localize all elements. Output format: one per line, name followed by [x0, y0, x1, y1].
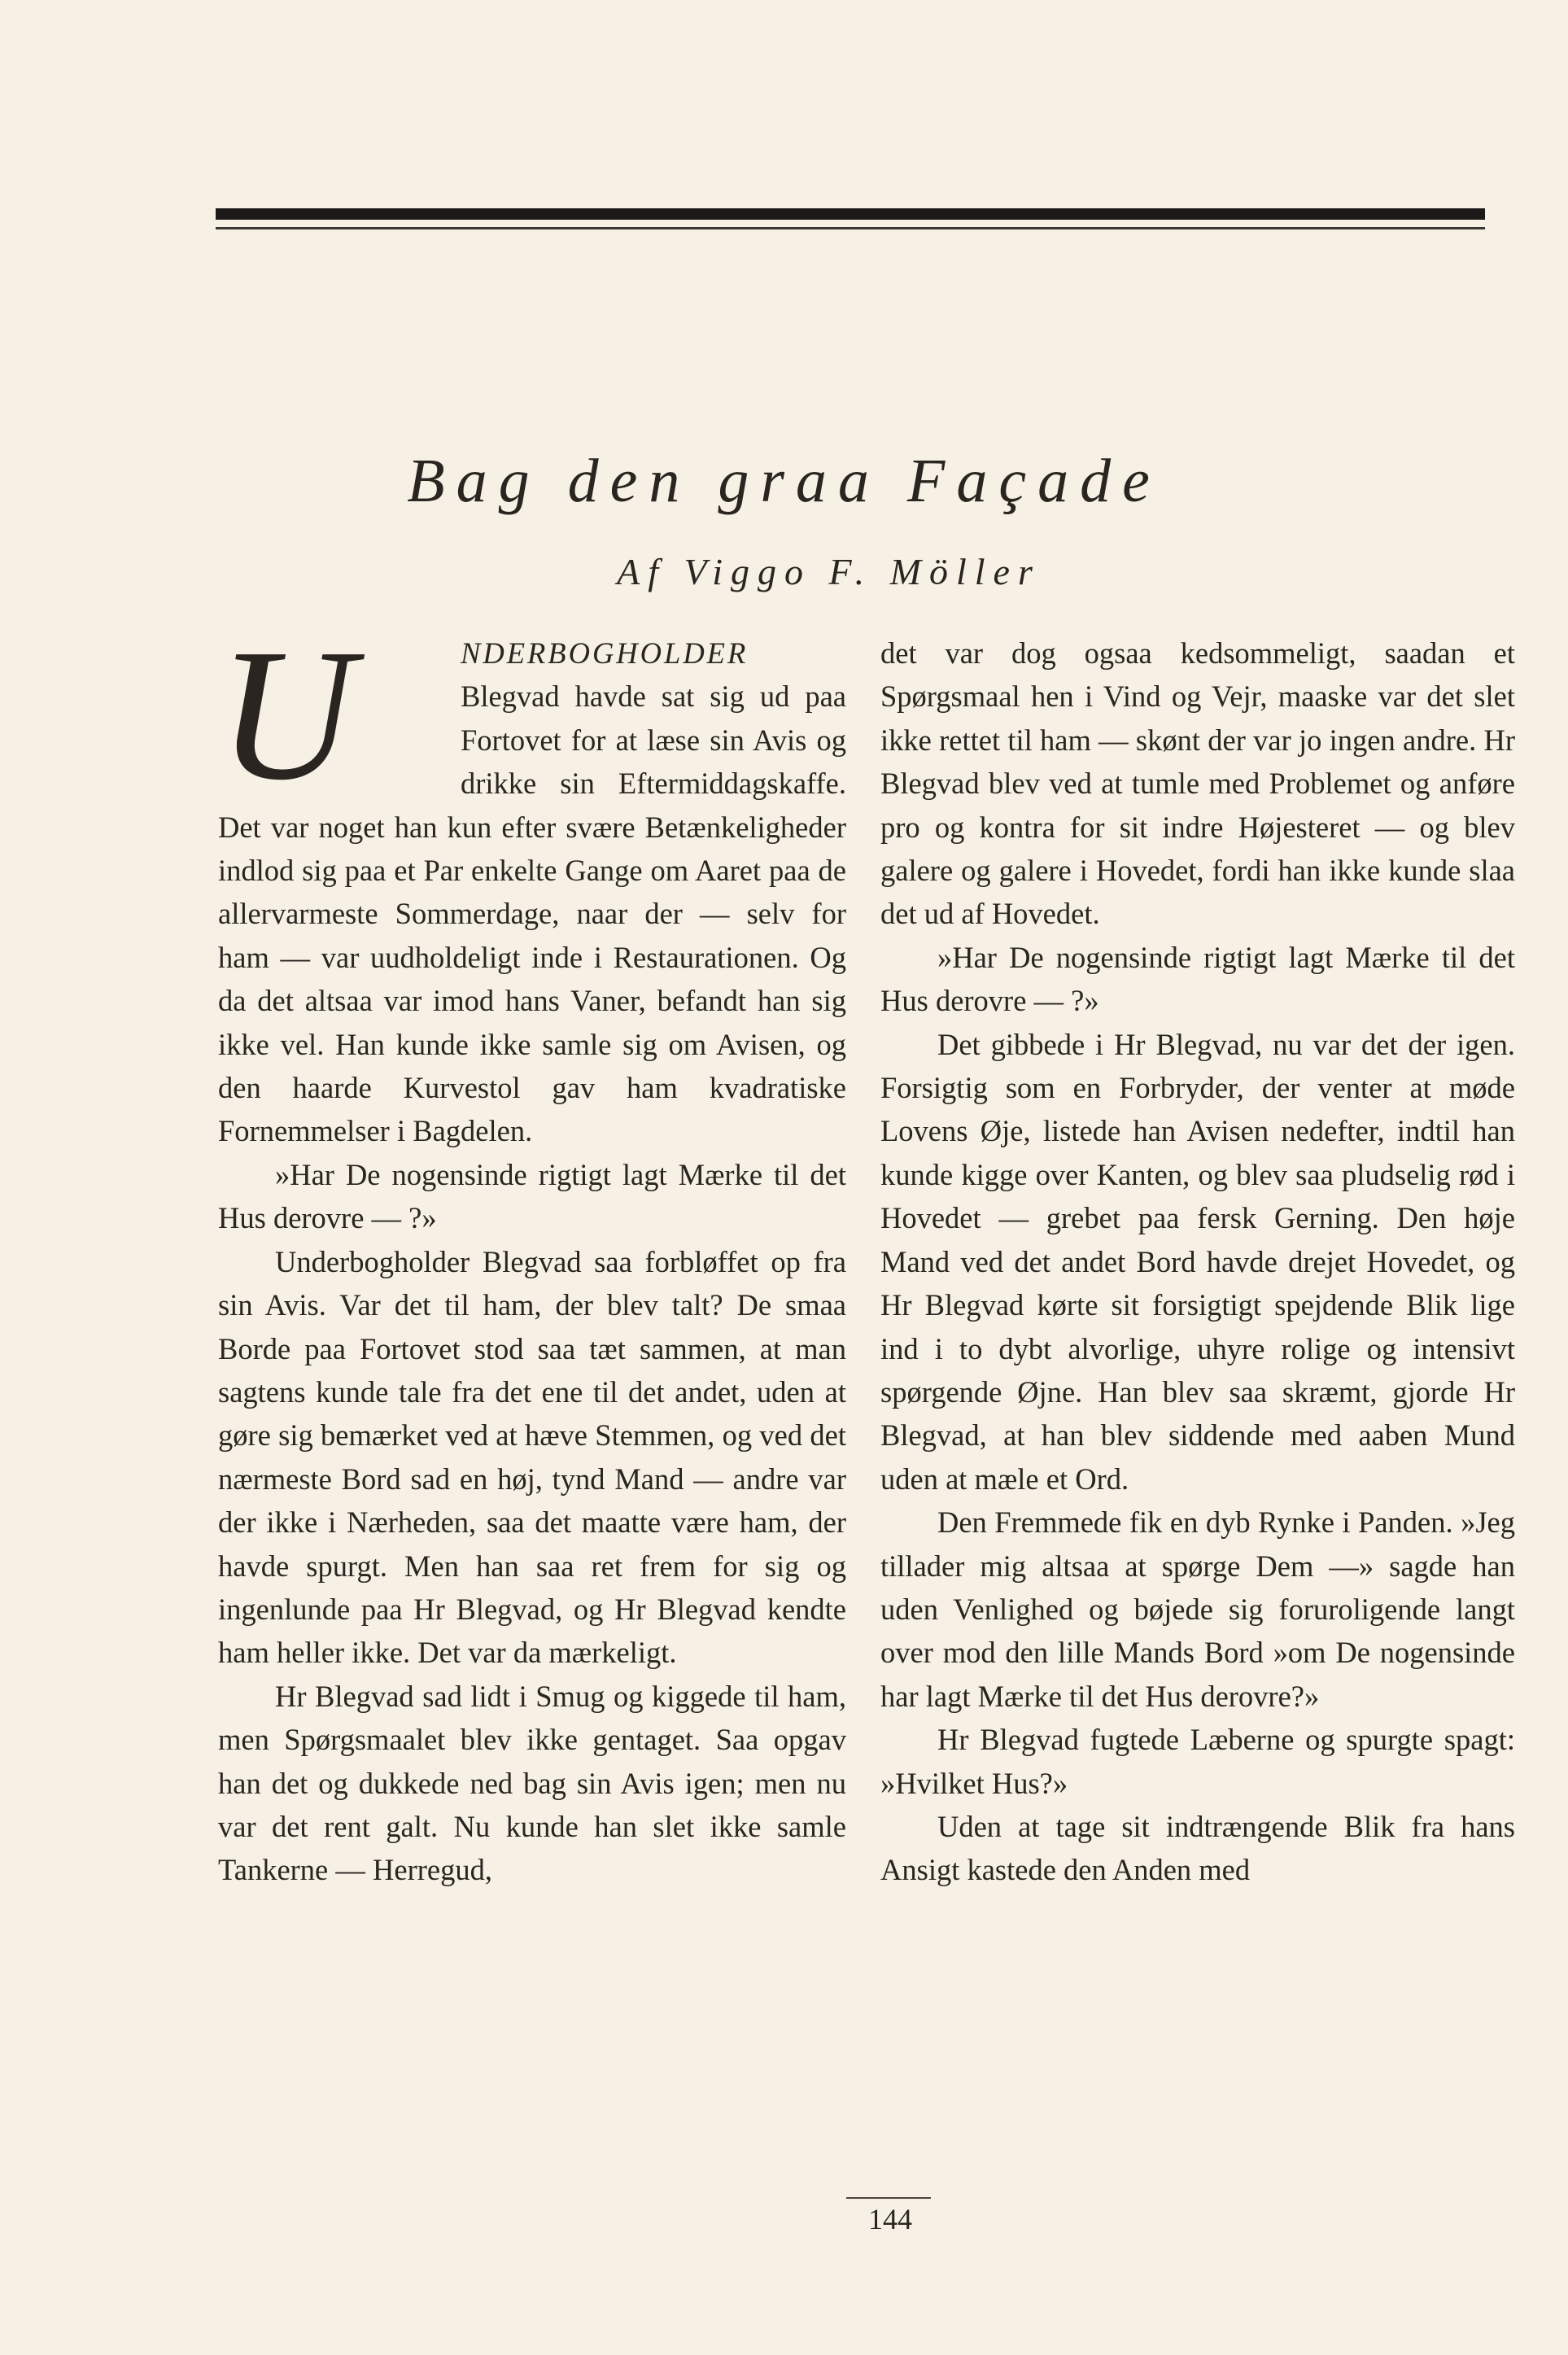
page-number-rule [846, 2197, 931, 2199]
page-number: 144 [868, 2203, 912, 2235]
paragraph: Hr Blegvad fugtede Læberne og spurgte spagt: »Hvilket Hus?» [880, 1723, 1515, 1800]
opening-paragraph [218, 610, 846, 1153]
left-column [218, 610, 846, 1892]
opening-caps: NDERBOGHOLDER [461, 636, 749, 670]
paragraph-text: Blegvad havde sat sig ud paa Fortovet for at læse sin Avis og drikke sin Eftermiddagskaffe. Det var noget han kun efter svære Betænkeligheder indlod sig paa et Par enkelte Gange om Aaret paa de allervarmeste Sommerdage, naar der — selv for ham — var uudholdeligt inde i Restaurationen. Og da det altsaa var imod hans Vaner, befandt han sig ikke vel. Han kunde ikke samle sig om Avisen, og den haarde Kurvestol gav ham kvadratiske Fornemmelser i Bagdelen. [218, 679, 846, 1148]
paragraph: »Har De nogensinde rigtigt lagt Mærke til det Hus derovre — ?» [880, 940, 1515, 1018]
header-rule [216, 208, 1485, 220]
paragraph: Den Fremmede fik en dyb Rynke i Panden. »Jeg tillader mig altsaa at spørge Dem —» sagde han uden Venlighed og bøjede sig foruroligende langt over mod den lille Mands Bord »om De nogensinde har lagt Mærke til det Hus derovre?» [880, 1505, 1515, 1713]
article-title: Bag den graa Façade [407, 447, 1161, 515]
paragraph: Underbogholder Blegvad saa forbløffet op fra sin Avis. Var det til ham, der blev talt? De smaa Borde paa Fortovet stod saa tæt sammen, at man sagtens kunde tale fra det ene til det andet, uden at gøre sig bemærket ved at hæve Stemmen, og ved det nærmeste Bord sad en høj, tynd Mand — andre var der ikke i Nærheden, saa det maatte være ham, der havde spurgt. Men han saa ret frem for sig og ingenlunde paa Hr Blegvad, og Hr Blegvad kendte ham heller ikke. Det var da mærkeligt. [218, 1244, 846, 1670]
right-column [880, 631, 1515, 1892]
drop-cap: U [218, 610, 338, 819]
header-rule-thin [216, 227, 1485, 229]
article-byline: Af Viggo F. Möller [617, 551, 1041, 592]
paragraph: Det gibbede i Hr Blegvad, nu var det der igen. Forsigtig som en Forbryder, der venter at møde Lovens Øje, listede han Avisen nedefter, indtil han kunde kigge over Kanten, og blev saa pludselig rød i Hovedet — grebet paa fersk Gerning. Den høje Mand ved det andet Bord havde drejet Hovedet, og Hr Blegvad kørte sit forsigtigt spejdende Blik lige ind i to dybt alvorlige, uhyre rolige og intensivt spørgende Øjne. Han blev saa skræmt, gjorde Hr Blegvad, at han blev siddende med aaben Mund uden at mæle et Ord. [880, 1027, 1515, 1496]
paragraph: Hr Blegvad sad lidt i Smug og kiggede til ham, men Spørgsmaalet blev ikke gentaget. Saa opgav han det og dukkede ned bag sin Avis igen; men nu var det rent galt. Nu kunde han slet ikke samle Tankerne — Herregud, [218, 1679, 846, 1887]
paragraph: det var dog ogsaa kedsommeligt, saadan et Spørgsmaal hen i Vind og Vejr, maaske var det slet ikke rettet til ham — skønt der var jo ingen andre. Hr Blegvad blev ved at tumle med Problemet og anføre pro og kontra for sit indre Højesteret — og blev galere og galere i Hovedet, fordi han ikke kunde slaa det ud af Hovedet. [880, 636, 1515, 931]
paragraph: Uden at tage sit indtrængende Blik fra hans Ansigt kastede den Anden med [880, 1809, 1515, 1887]
paragraph: »Har De nogensinde rigtigt lagt Mærke til det Hus derovre — ?» [218, 1157, 846, 1235]
